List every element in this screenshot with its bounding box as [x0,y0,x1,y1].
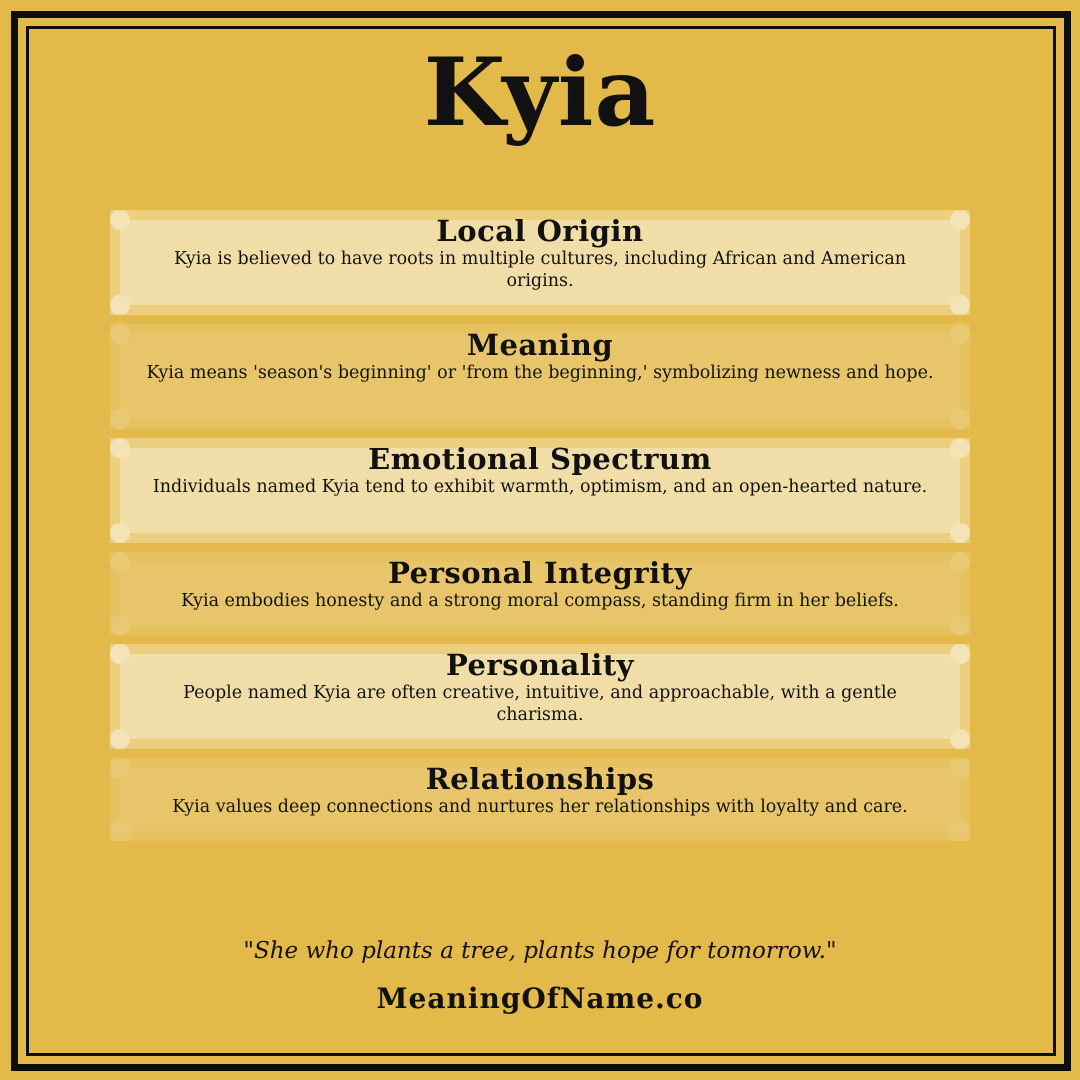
card-meaning [110,324,970,429]
card-text: Kyia means 'season's beginning' or 'from the beginning,' symbolizing newness and hope. [146,363,934,383]
card-heading: Meaning [466,328,614,362]
card-personality [110,644,970,749]
card-text: People named Kyia are often creative, intuitive, and approachable, with a gentle charisma. [183,683,897,725]
quote: "She who plants a tree, plants hope for tomorrow." [243,938,837,964]
card-relationships [110,758,970,841]
card-text: Kyia values deep connections and nurtures her relationships with loyalty and care. [172,797,908,817]
page-title: Kyia [423,38,657,148]
card-personal-integrity [110,552,970,635]
card-text: Individuals named Kyia tend to exhibit warmth, optimism, and an open-hearted nature. [152,477,928,497]
site-name: MeaningOfName.co [376,982,704,1015]
card-text: Kyia is believed to have roots in multiple cultures, including African and American origins. [173,249,907,291]
card-heading: Personality [445,648,635,682]
quote-text: She who plants a tree, plants hope for tomorrow. [253,938,826,964]
card-heading: Local Origin [436,214,644,248]
card-heading: Personal Integrity [388,556,692,590]
card-local-origin [110,210,970,315]
card-heading: Emotional Spectrum [368,442,712,476]
card-heading: Relationships [425,762,655,796]
card-text: Kyia embodies honesty and a strong moral compass, standing firm in her beliefs. [181,591,899,611]
card-emotional-spectrum [110,438,970,543]
